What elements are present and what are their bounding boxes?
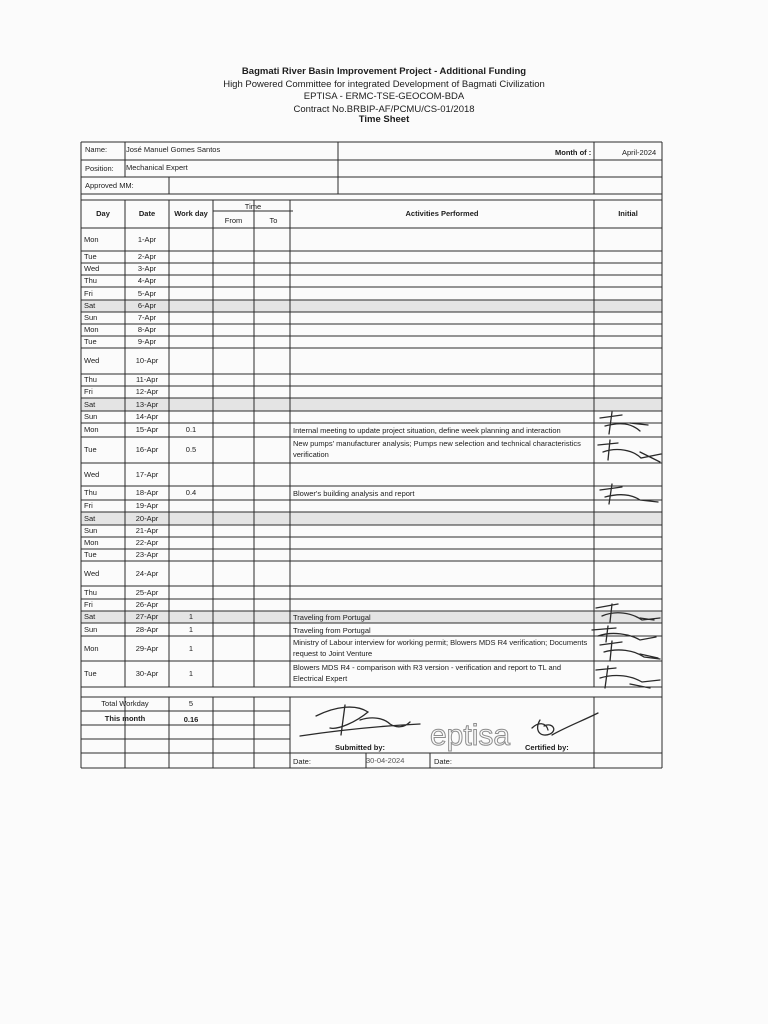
total-workday-value: 5	[188, 699, 194, 708]
row-workday: 0.1	[185, 425, 197, 434]
row-activity: Blower's building analysis and report	[293, 489, 415, 498]
row-day: Tue	[84, 252, 97, 261]
row-day: Fri	[84, 600, 93, 609]
row-day: Fri	[84, 501, 93, 510]
row-day: Sun	[84, 412, 98, 421]
month-value: April-2024	[622, 148, 657, 157]
row-date: 21-Apr	[135, 526, 159, 535]
name-value: José Manuel Gomes Santos	[126, 145, 221, 154]
row-day: Mon	[84, 643, 99, 653]
row-date: 19-Apr	[135, 501, 159, 510]
row-date: 2-Apr	[137, 252, 157, 261]
row-date: 3-Apr	[137, 264, 157, 273]
row-date: 24-Apr	[135, 568, 159, 578]
row-day: Fri	[84, 288, 93, 298]
col-workday: Work day	[174, 209, 208, 218]
row-day: Sun	[84, 313, 98, 322]
row-day: Sat	[84, 513, 96, 523]
row-workday: 1	[188, 624, 194, 634]
row-day: Thu	[84, 488, 97, 497]
row-day: Tue	[84, 445, 97, 454]
row-day: Tue	[84, 337, 97, 346]
row-day: Sun	[84, 624, 98, 634]
row-day: Wed	[84, 568, 100, 578]
row-activity: Traveling from Portugal	[293, 613, 371, 622]
row-day: Mon	[84, 325, 99, 334]
committee-name: High Powered Committee for integrated Development of Bagmati Civilization	[223, 78, 545, 90]
row-date: 7-Apr	[137, 313, 157, 322]
signature-icon	[532, 713, 598, 735]
col-from: From	[224, 216, 243, 225]
month-label: Month of :	[555, 148, 592, 157]
row-date: 13-Apr	[135, 399, 159, 409]
col-day: Day	[96, 209, 110, 218]
date-label-certified: Date:	[434, 757, 452, 766]
row-day: Thu	[84, 276, 97, 285]
row-date: 5-Apr	[137, 288, 157, 298]
row-date: 29-Apr	[135, 643, 159, 653]
row-date: 27-Apr	[135, 612, 159, 621]
row-day: Thu	[84, 375, 97, 384]
row-workday: 0.4	[185, 488, 197, 497]
row-date: 14-Apr	[135, 412, 159, 421]
submitted-by-label: Submitted by:	[335, 743, 385, 752]
row-date: 20-Apr	[135, 513, 159, 523]
row-day: Sun	[84, 526, 98, 535]
col-initial: Initial	[618, 209, 638, 218]
signature-icon	[600, 484, 658, 504]
row-date: 10-Apr	[135, 356, 159, 365]
row-date: 18-Apr	[135, 488, 159, 497]
project-title: Bagmati River Basin Improvement Project - Additional Funding	[241, 66, 527, 77]
signature-icon	[592, 626, 656, 642]
row-day: Mon	[84, 538, 99, 547]
row-date: 1-Apr	[137, 234, 157, 244]
date-label-submitted: Date:	[293, 757, 311, 766]
row-workday: 1	[188, 612, 194, 621]
signature-icon	[596, 604, 660, 622]
row-date: 16-Apr	[135, 445, 159, 454]
row-date: 6-Apr	[137, 301, 157, 310]
row-date: 4-Apr	[137, 276, 157, 285]
signature-icon	[596, 666, 660, 688]
signature-icon	[300, 705, 420, 736]
total-workday-label: Total Workday	[101, 699, 149, 708]
row-activity: New pumps' manufacturer analysis; Pumps new selection and technical characteristics verification	[293, 439, 581, 459]
position-label: Position:	[85, 164, 114, 173]
row-day: Mon	[84, 425, 99, 434]
col-activities: Activities Performed	[405, 209, 479, 218]
row-date: 9-Apr	[137, 337, 157, 346]
stamp-text: eptisa	[430, 719, 511, 752]
row-date: 22-Apr	[135, 538, 159, 547]
name-label: Name:	[85, 145, 108, 154]
row-date: 25-Apr	[135, 587, 159, 597]
row-activity: Blowers MDS R4 - comparison with R3 version - verification and report to TL and Electrical Expert	[293, 663, 562, 683]
row-day: Sat	[84, 301, 96, 310]
date-value-submitted: 30-04-2024	[366, 756, 405, 765]
this-month-label: This month	[104, 714, 146, 723]
row-date: 23-Apr	[135, 550, 159, 559]
row-date: 30-Apr	[135, 669, 159, 678]
row-workday: 1	[188, 643, 194, 653]
row-day: Wed	[84, 469, 100, 479]
col-time: Time	[244, 202, 262, 211]
row-workday: 1	[188, 669, 194, 678]
row-activity: Traveling from Portugal	[293, 625, 371, 635]
col-date: Date	[138, 209, 156, 218]
row-day: Fri	[84, 387, 93, 396]
signature-icon	[600, 412, 648, 434]
row-day: Tue	[84, 550, 97, 559]
row-date: 28-Apr	[135, 624, 159, 634]
position-value: Mechanical Expert	[126, 163, 188, 172]
row-date: 11-Apr	[136, 375, 158, 384]
row-workday: 0.5	[185, 445, 197, 454]
row-day: Sat	[84, 399, 96, 409]
row-day: Wed	[84, 356, 100, 365]
sheet-title: Time Sheet	[358, 114, 410, 125]
this-month-value: 0.16	[183, 715, 199, 724]
consortium-name: EPTISA - ERMC-TSE-GEOCOM-BDA	[303, 91, 465, 102]
col-to: To	[269, 216, 278, 225]
row-date: 8-Apr	[137, 325, 157, 334]
row-date: 26-Apr	[135, 600, 159, 609]
row-day: Thu	[84, 587, 97, 597]
row-activity: Ministry of Labour interview for working permit; Blowers MDS R4 verification; Documents request to Joint Venture	[293, 638, 588, 658]
row-date: 15-Apr	[135, 425, 159, 434]
certified-by-label: Certified by:	[525, 743, 569, 752]
signature-icon	[600, 641, 660, 661]
row-date: 12-Apr	[135, 387, 159, 396]
row-date: 17-Apr	[135, 469, 159, 479]
contract-number: Contract No.BRBIP-AF/PCMU/CS-01/2018	[293, 103, 475, 115]
row-activity: Internal meeting to update project situation, define week planning and interaction	[293, 426, 561, 435]
signature-icon	[598, 440, 661, 462]
row-day: Tue	[84, 669, 97, 678]
approved-label: Approved MM:	[85, 181, 134, 190]
row-day: Sat	[84, 612, 96, 621]
row-day: Mon	[84, 234, 99, 244]
row-day: Wed	[84, 264, 100, 273]
